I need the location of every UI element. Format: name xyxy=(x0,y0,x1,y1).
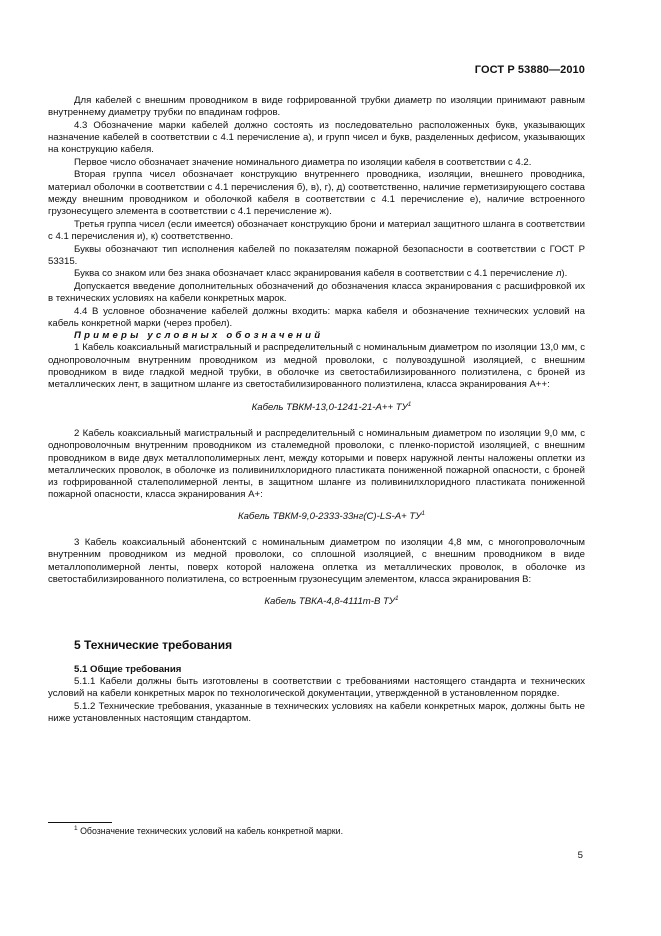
examples-title: Примеры условных обозначений xyxy=(74,330,324,342)
paragraph-4-4: 4.4 В условное обозначение кабелей должны входить: марка кабеля и обозначение технических условий на кабель конкретной марки (через пробел). xyxy=(48,305,585,329)
page-body xyxy=(48,95,585,725)
paragraph-first-number: Первое число обозначает значение номинального диаметра по изоляции кабеля в соответствии с 4.2. xyxy=(74,156,532,168)
document-code-header: ГОСТ Р 53880—2010 xyxy=(474,64,585,76)
footnote-ref: 1 xyxy=(421,509,426,517)
example-3-designation xyxy=(48,596,585,608)
footnote-mark: 1 xyxy=(74,825,78,833)
footnote-ref: 1 xyxy=(395,595,399,602)
paragraph-third-group: Третья группа чисел (если имеется) обозначает конструкцию брони и материал защитного шланга в соответствии с 4.1 перечисления и), к) соответственно. xyxy=(48,218,585,243)
section-5-heading: 5 Технические требования xyxy=(74,638,233,653)
paragraph-letters: Буквы обозначают тип исполнения кабелей по показателям пожарной безопасности в соответствии с ГОСТ Р 53315. xyxy=(48,243,585,267)
footnote xyxy=(48,826,585,836)
paragraph-outer-conductor: Для кабелей с внешним проводником в виде гофрированной трубки диаметр по изоляции принимают равным внутреннему диаметру трубки по впадинам гофров. xyxy=(48,95,585,119)
footnote-text: Обозначение технических условий на кабель конкретной марки. xyxy=(77,826,344,836)
example-1-designation xyxy=(48,402,585,414)
example-1-text: 1 Кабель коаксиальный магистральный и распределительный с номинальным диаметром по изоляции 13,0 мм, с однопроволочным внутренним проводником из медной проволоки, с полувоздушной изоляцией, с внешним проводником в виде гладкой медной трубки, в оболочке из светостабилизированного полиэтилена, с броней из металлических лент, в защитном шланге из светостабилизированного полиэтилена, класса экранирования А++: xyxy=(48,342,585,391)
example-2-designation xyxy=(48,511,585,523)
footnote-ref: 1 xyxy=(407,400,412,408)
footnote-divider xyxy=(48,822,112,823)
paragraph-4-3: 4.3 Обозначение марки кабелей должно состоять из последовательно расположенных букв, указывающих назначение кабелей в соответствии с 4.1 перечисление а), и групп чисел и букв, разделенных дефисом, указывающих на конструкцию кабеля. xyxy=(48,119,585,156)
paragraph-additional-designations: Допускается введение дополнительных обозначений до обозначения класса экранирования с расшифровкой их в технических условиях на кабели конкретных марок. xyxy=(48,280,585,305)
designation-text: Кабель ТВКМ-9,0-2333-33нг(С)-LS-А+ ТУ xyxy=(237,510,422,522)
subsection-5-1-heading: 5.1 Общие требования xyxy=(74,663,182,675)
designation-text: Кабель ТВКА-4,8-4111т-В ТУ xyxy=(264,596,396,608)
paragraph-second-group: Вторая группа чисел обозначает конструкцию внутреннего проводника, изоляции, внешнего проводника, материал оболочки в соответствии с 4.1 перечисления б), в), г), д) соответственно, наличие герметизирующего состава между внешним проводником и оболочкой кабеля в соответствии с 4.1 перечисление е), наличие встроенного грузонесущего элемента в соответствии с 4.1 перечисление ж). xyxy=(48,169,585,218)
page-number: 5 xyxy=(577,850,583,861)
paragraph-5-1-2: 5.1.2 Технические требования, указанные в технических условиях на кабели конкретных марок, должны быть не ниже установленных настоящим стандартом. xyxy=(48,700,585,725)
example-2-text: 2 Кабель коаксиальный магистральный и распределительный с номинальным диаметром по изоляции 9,0 мм, с однопроволочным внутренним проводником из сталемедной проволоки, с пленко-пористой изоляцией, с внешним проводником в виде двух металлополимерных лент, между которыми и поверх наружной ленты наложены оплетки из металлических проволок, в оболочке из поливинилхлоридного пластиката пониженной пожарной опасности, с броней из гофрированной сталеполимерной ленты, в защитном шланге из поливинилхлоридного пластиката пониженной пожарной опасности, класса экранирования А+: xyxy=(48,427,585,501)
example-3-text: 3 Кабель коаксиальный абонентский с номинальным диаметром по изоляции 4,8 мм, с многопроволочным внутренним проводником из медной проволоки, со сплошной изоляцией, с внешним проводником в виде металлополимерной ленты, поверх которой наложена оплетка из металлических проволок, в оболочке из светостабилизированного полиэтилена, со встроенным грузонесущим элементом, класса экранирования В: xyxy=(48,537,585,585)
paragraph-screening-letter: Буква со знаком или без знака обозначает класс экранирования кабеля в соответствии с 4.1 перечисление л). xyxy=(74,268,568,280)
designation-text: Кабель ТВКМ-13,0-1241-21-А++ ТУ xyxy=(251,401,408,413)
paragraph-5-1-1: 5.1.1 Кабели должны быть изготовлены в соответствии с требованиями настоящего стандарта и технических условий на кабели конкретных марок по технологической документации, утвержденной в установленном порядке. xyxy=(48,676,585,700)
